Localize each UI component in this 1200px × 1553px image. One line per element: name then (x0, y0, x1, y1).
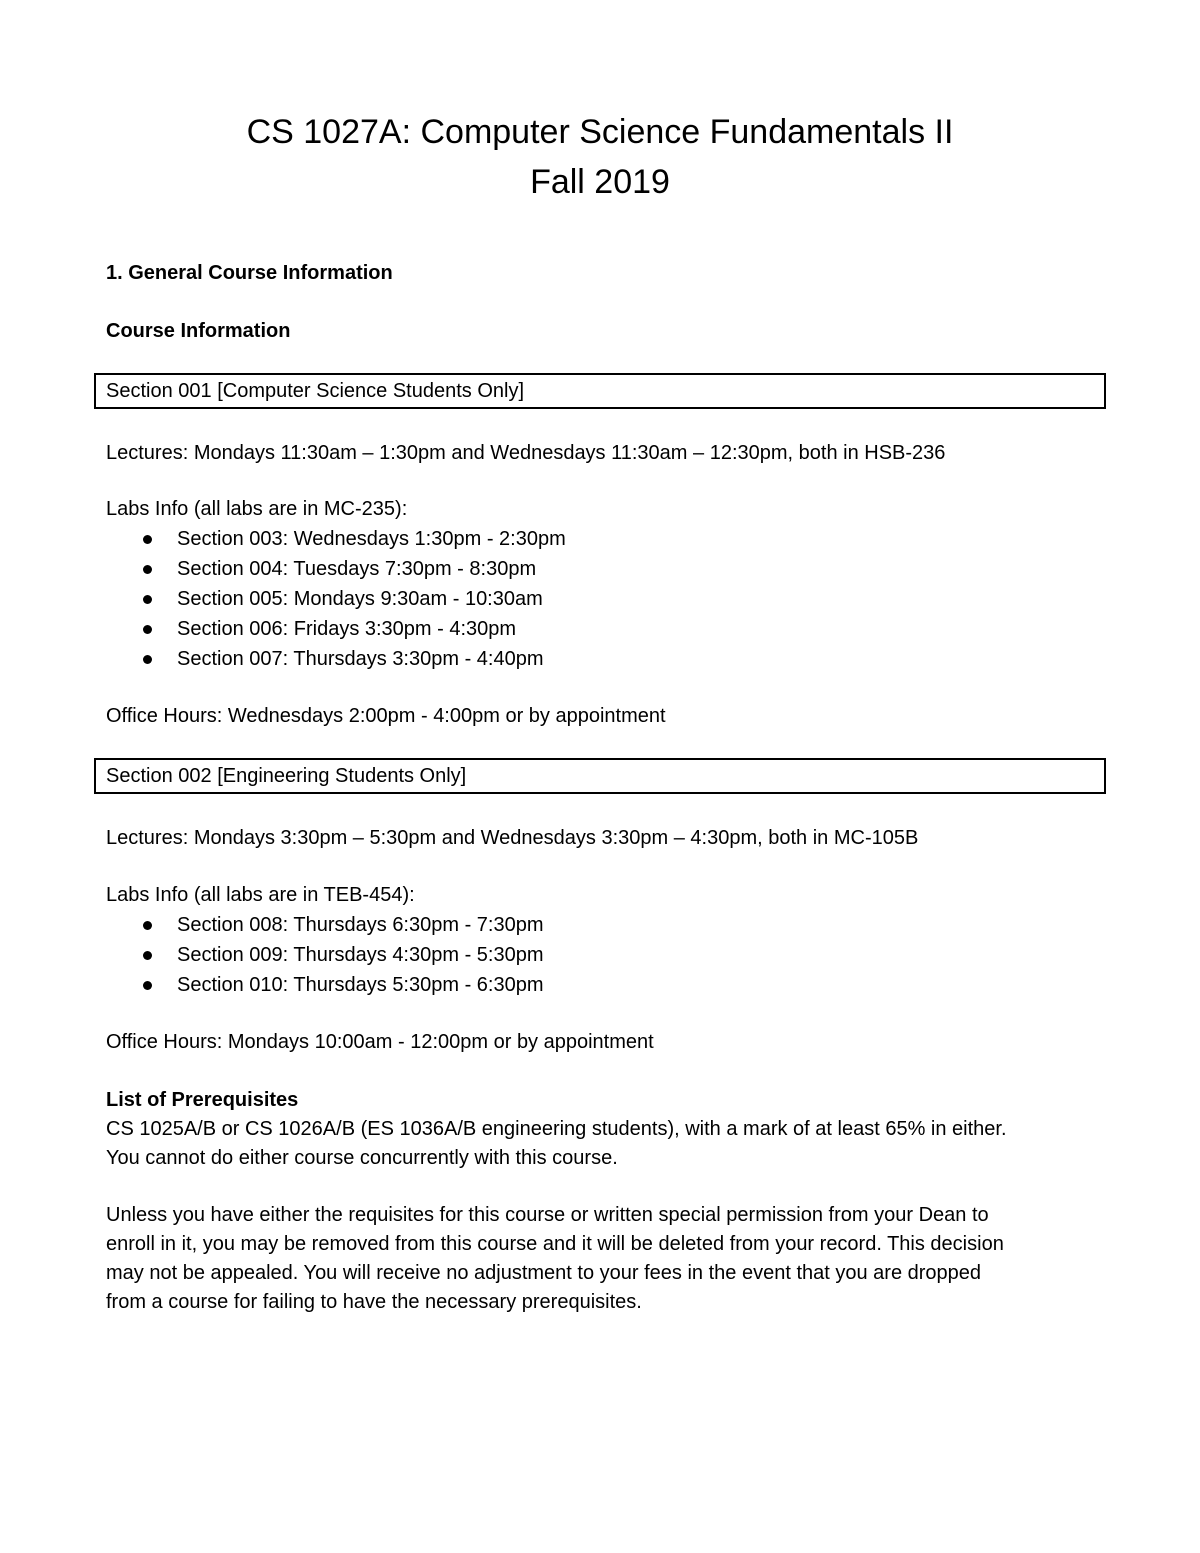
section-heading: 1. General Course Information (106, 262, 393, 284)
document-title: CS 1027A: Computer Science Fundamentals II (246, 113, 954, 151)
prerequisites-heading: List of Prerequisites (106, 1089, 299, 1111)
section-001-box (94, 373, 1106, 409)
section-002-box (94, 758, 1106, 794)
bullet-icon (143, 535, 152, 544)
prerequisites-notice-line-1: Unless you have either the requisites for this course or written special permission from your Dean to (106, 1204, 989, 1226)
prerequisites-notice-line-2: enroll in it, you may be removed from this course and it will be deleted from your record. This decision (106, 1233, 1004, 1255)
prerequisites-line-1: CS 1025A/B or CS 1026A/B (ES 1036A/B engineering students), with a mark of at least 65% in either. (106, 1118, 1007, 1140)
section-001-lectures: Lectures: Mondays 11:30am – 1:30pm and Wednesdays 11:30am – 12:30pm, both in HSB-236 (106, 442, 946, 464)
section-002-labs-info: Labs Info (all labs are in TEB-454): (106, 884, 415, 906)
section-002-office-hours: Office Hours: Mondays 10:00am - 12:00pm or by appointment (106, 1031, 654, 1053)
section-001-office-hours: Office Hours: Wednesdays 2:00pm - 4:00pm or by appointment (106, 705, 666, 727)
section-002-lectures: Lectures: Mondays 3:30pm – 5:30pm and Wednesdays 3:30pm – 4:30pm, both in MC-105B (106, 827, 919, 849)
section-001-label: Section 001 [Computer Science Students Only] (106, 380, 525, 402)
prerequisites-notice-line-4: from a course for failing to have the necessary prerequisites. (106, 1291, 642, 1313)
section-001-labs-info: Labs Info (all labs are in MC-235): (106, 498, 408, 520)
bullet-icon (143, 565, 152, 574)
document-term: Fall 2019 (530, 163, 670, 201)
bullet-icon (143, 921, 152, 930)
bullet-icon (143, 595, 152, 604)
section-002-label: Section 002 [Engineering Students Only] (106, 765, 467, 787)
bullet-icon (143, 981, 152, 990)
course-information-heading: Course Information (106, 320, 291, 342)
bullet-icon (143, 951, 152, 960)
document-page: CS 1027A: Computer Science Fundamentals II Fall 2019 1. General Course Information Course Information Section 001 [Computer Science Students Only] Lectures: Mondays 11:30am – 1:30pm and Wednesdays 11:30am – 12:30pm, both in HSB-236 Labs Info (all labs are in MC-235): Section 003: Wednesdays 1:30pm - 2:30pm Section 004: Tuesdays 7:30pm - 8:30pm Section 005: Mondays 9:30am - 10:30am Section 006: Fridays 3:30pm - 4:30pm Section 007: Thursdays 3:30pm - 4:40pm Office Hours: Wednesdays 2:00pm - 4:00pm or by appointment Section 002 [Engineering Students Only] Lectures: Mondays 3:30pm – 5:30pm and Wednesdays 3:30pm – 4:30pm, both in MC-105B Labs Info (all labs are in TEB-454): Section 008: Thursdays 6:30pm - 7:30pm Section 009: Thursdays 4:30pm - 5:30pm Section 010: Thursdays 5:30pm - 6:30pm Office Hours: Mondays 10:00am - 12:00pm or by appointment List of Prerequisites CS 1025A/B or CS 1026A/B (ES 1036A/B engineering students), with a mark of at least 65% in either. You cannot do either course concurrently with this course. Unless you have either the requisites for this course or written special permission from your Dean to enroll in it, you may be removed from this course and it will be deleted from your record. This decision may not be appealed. You will receive no adjustment to your fees in the event that you are dropped from a course for failing to have the necessary prerequisites. (0, 0, 1200, 1553)
prerequisites-notice-line-3: may not be appealed. You will receive no adjustment to your fees in the event that you are dropped (106, 1262, 982, 1284)
bullet-icon (143, 625, 152, 634)
prerequisites-line-2: You cannot do either course concurrently with this course. (106, 1147, 618, 1169)
bullet-icon (143, 655, 152, 664)
